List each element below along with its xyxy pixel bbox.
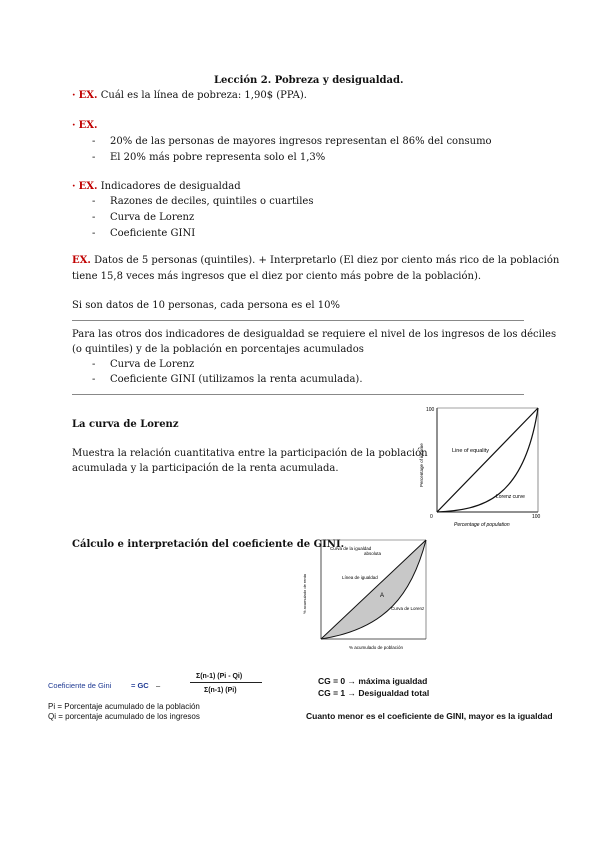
gini-xlabel: % acumulado de población	[349, 645, 404, 650]
lorenz-ylabel: Percentage of income	[419, 443, 424, 487]
others-line-1: Para las otros dos indicadores de desigualdad se requiere el nivel de los ingresos de los déciles	[72, 329, 557, 340]
gini-formula-label: Coeficiente de Gini	[48, 681, 112, 690]
ex2-header	[72, 119, 98, 132]
ex2-item-1-text: 20% de las personas de mayores ingresos representan el 86% del consumo	[110, 136, 492, 147]
ex-label: EX.	[78, 181, 98, 192]
others-item-1-dash: -	[92, 359, 96, 370]
ex2-item-2-text: El 20% más pobre representa solo el 1,3%	[110, 152, 326, 163]
ex-label: EX.	[78, 90, 98, 101]
ex2-item-2	[92, 151, 95, 164]
lorenz-heading: La curva de Lorenz	[72, 419, 179, 430]
gini-numerator: Σ(n-1) (Pi - Qi)	[196, 673, 243, 680]
gini-area-label: A	[380, 593, 385, 599]
gini-formula-eq: = GC	[131, 681, 149, 690]
ex3-title: Indicadores de desigualdad	[100, 181, 241, 192]
lorenz-x-max: 100	[532, 514, 541, 520]
divider-top	[72, 320, 524, 321]
ex4-line-2: tiene 15,8 veces más ingresos que el diez por ciento más pobre de la población).	[72, 271, 482, 282]
dash: -	[92, 152, 96, 163]
gini-top-label-1: Curva de la igualdad	[330, 546, 372, 551]
gini-top-label-2: absoluta	[364, 551, 382, 556]
gini-heading: Cálculo e interpretación del coeficiente de GINI.	[72, 539, 345, 550]
gini-formula-dash: –	[156, 681, 161, 690]
lorenz-curve-label: Lorenz curve	[496, 494, 525, 500]
gini-conclusion: Cuanto menor es el coeficiente de GINI, mayor es la igualdad	[306, 711, 553, 721]
cg-zero: CG = 0 → máxima igualdad	[318, 676, 428, 686]
pi-definition: Pi = Porcentaje acumulado de la población	[48, 702, 200, 711]
ex3-item-2-dash: -	[92, 212, 96, 223]
lorenz-xlabel: Percentage of population	[454, 522, 510, 528]
lorenz-y-max: 100	[426, 407, 435, 413]
gini-lorenz-label: Curva de Lorenz	[391, 606, 425, 611]
equality-label: Line of equality	[452, 448, 489, 454]
others-item-2-dash: -	[92, 374, 96, 385]
page-title: Lección 2. Pobreza y desigualdad.	[214, 75, 404, 86]
ex2-item-1	[92, 135, 95, 148]
ex4-text-1: Datos de 5 personas (quintiles). + Interpretarlo (El diez por ciento más rico de la población	[94, 255, 560, 266]
dash: -	[92, 136, 96, 147]
ex1-line	[72, 89, 307, 102]
divider-bottom	[72, 394, 524, 395]
cg-one: CG = 1 → Desigualdad total	[318, 688, 430, 698]
ex-label: EX.	[72, 255, 91, 266]
lorenz-chart	[412, 402, 547, 528]
others-line-2: (o quintiles) y de la población en porcentajes acumulados	[72, 344, 364, 355]
ten-persons-text: Si son datos de 10 personas, cada persona es el 10%	[72, 300, 340, 311]
lorenz-desc-1: Muestra la relación cuantitativa entre la participación de la población	[72, 448, 428, 459]
qi-definition: Qi = porcentaje acumulado de los ingresos	[48, 712, 200, 721]
poverty-line-text: Cuál es la línea de pobreza: 1,90$ (PPA).	[100, 90, 307, 101]
gini-ylabel: % acumulado de renta	[302, 573, 307, 614]
gini-chart	[294, 534, 436, 654]
ex3-header	[72, 180, 241, 193]
bullet: ·	[72, 120, 76, 131]
ex3-item-3: Coeficiente GINI	[110, 228, 196, 239]
gini-denominator: Σ(n-1) (Pi)	[204, 687, 237, 694]
ex4-line-1	[72, 254, 559, 267]
lorenz-desc-2: acumulada y la participación de la renta acumulada.	[72, 463, 339, 474]
ex3-item-2: Curva de Lorenz	[110, 212, 195, 223]
others-item-1: Curva de Lorenz	[110, 359, 195, 370]
ex3-item-1-dash: -	[92, 196, 96, 207]
bullet: ·	[72, 181, 76, 192]
ex3-item-3-dash: -	[92, 228, 96, 239]
bullet: ·	[72, 90, 76, 101]
others-item-2: Coeficiente GINI (utilizamos la renta acumulada).	[110, 374, 363, 385]
ex-label: EX.	[78, 120, 98, 131]
ex3-item-1: Razones de deciles, quintiles o cuartiles	[110, 196, 314, 207]
lorenz-origin: 0	[430, 514, 433, 520]
gini-equality-label: Línea de igualdad	[342, 575, 378, 580]
fraction-bar	[190, 682, 262, 683]
